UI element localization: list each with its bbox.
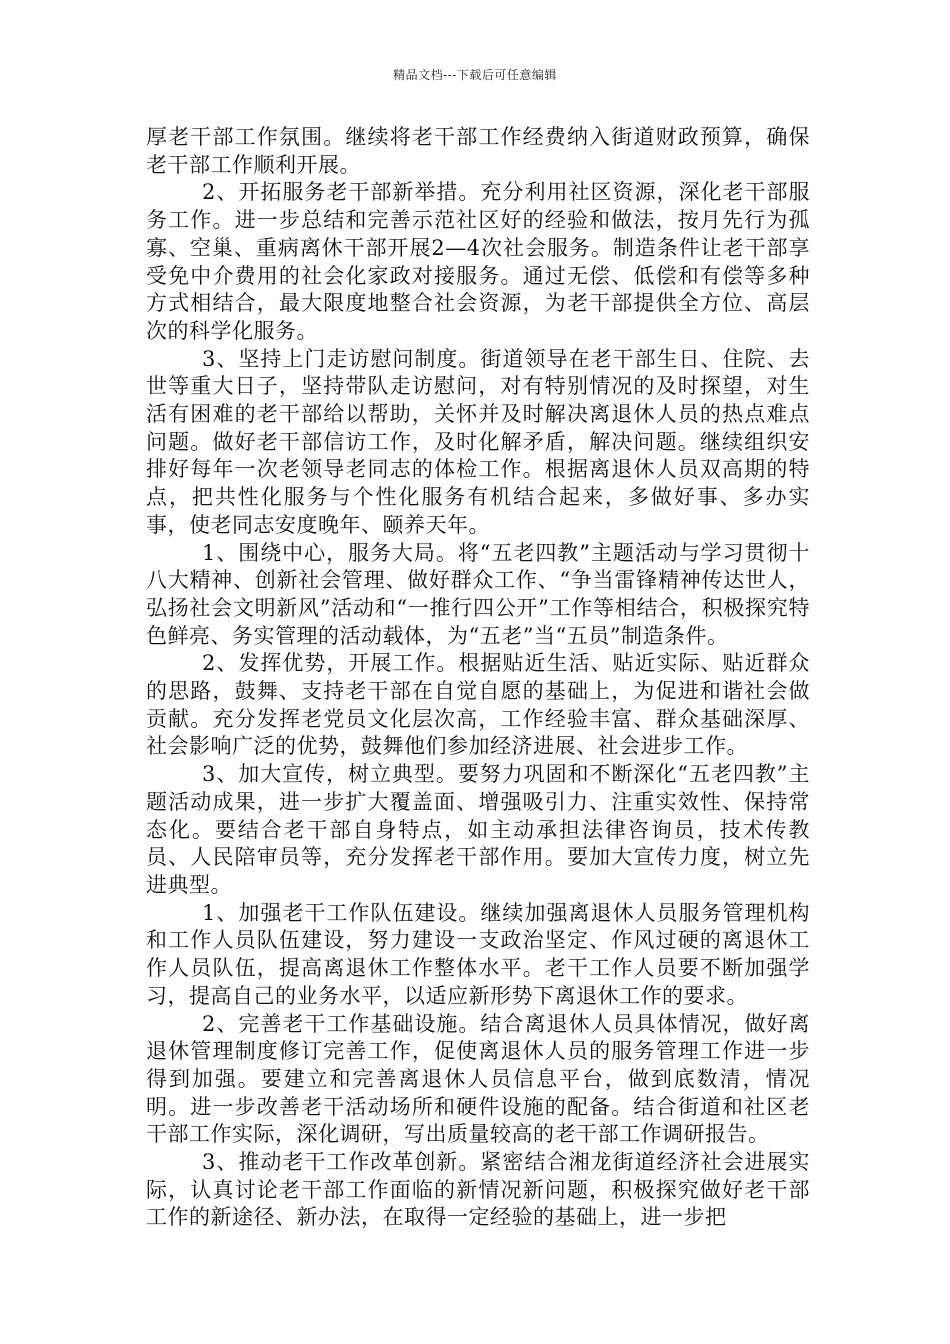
paragraph: 厚老干部工作氛围。继续将老干部工作经费纳入街道财政预算，确保老干部工作顺利开展。: [146, 125, 810, 177]
paragraph: 2、完善老干工作基础设施。结合离退休人员具体情况，做好离退休管理制度修订完善工作，促使离退休人员的服务管理工作进一步得到加强。要建立和完善离退休人员信息平台，做到底数清，情况明。进一步改善老干活动场所和硬件设施的配备。结合街道和社区老干部工作实际，深化调研，写出质量较高的老干部工作调研报告。: [146, 1011, 810, 1147]
paragraph: 3、推动老干工作改革创新。紧密结合湘龙街道经济社会进展实际，认真讨论老干部工作面临的新情况新问题，积极探究做好老干部工作的新途径、新办法，在取得一定经验的基础上，进一步把: [146, 1150, 810, 1230]
paragraph: 1、加强老干工作队伍建设。继续加强离退休人员服务管理机构和工作人员队伍建设，努力建设一支政治坚定、作风过硬的离退休工作人员队伍，提高离退休工作整体水平。老干工作人员要不断加强学习，提高自己的业务水平，以适应新形势下离退休工作的要求。: [146, 900, 810, 1008]
paragraph: 1、围绕中心，服务大局。将“五老四教”主题活动与学习贯彻十八大精神、创新社会管理、做好群众工作、“争当雷锋精神传达世人，弘扬社会文明新风”活动和“一推行四公开”工作等相结合，积极探究特色鲜亮、务实管理的活动载体，为“五老”当“五员”制造条件。: [146, 540, 810, 648]
paragraph: 3、加大宣传，树立典型。要努力巩固和不断深化“五老四教”主题活动成果，进一步扩大覆盖面、增强吸引力、注重实效性、保持常态化。要结合老干部自身特点，如主动承担法律咨询员，技术传教员、人民陪审员等，充分发挥老干部作用。要加大宣传力度，树立先进典型。: [146, 762, 810, 897]
page-header: 精品文档---下载后可任意编辑: [393, 68, 557, 82]
paragraph: 2、发挥优势，开展工作。根据贴近生活、贴近实际、贴近群众的思路，鼓舞、支持老干部在自觉自愿的基础上，为促进和谐社会做贡献。充分发挥老党员文化层次高，工作经验丰富、群众基础深厚、社会影响广泛的优势，鼓舞他们参加经济进展、社会进步工作。: [146, 651, 810, 759]
document-body: [146, 124, 810, 1232]
paragraph: 2、开拓服务老干部新举措。充分利用社区资源，深化老干部服务工作。进一步总结和完善示范社区好的经验和做法，按月先行为孤寡、空巢、重病离休干部开展2—4次社会服务。制造条件让老干部享受免中介费用的社会化家政对接服务。通过无偿、低偿和有偿等多种方式相结合，最大限度地整合社会资源，为老干部提供全方位、高层次的科学化服务。: [146, 180, 810, 343]
paragraph: 3、坚持上门走访慰问制度。街道领导在老干部生日、住院、去世等重大日子，坚持带队走访慰问，对有特别情况的及时探望，对生活有困难的老干部给以帮助，关怀并及时解决离退休人员的热点难点问题。做好老干部信访工作，及时化解矛盾，解决问题。继续组织安排好每年一次老领导老同志的体检工作。根据离退休人员双高期的特点，把共性化服务与个性化服务有机结合起来，多做好事、多办实事，使老同志安度晚年、颐养天年。: [146, 346, 810, 537]
